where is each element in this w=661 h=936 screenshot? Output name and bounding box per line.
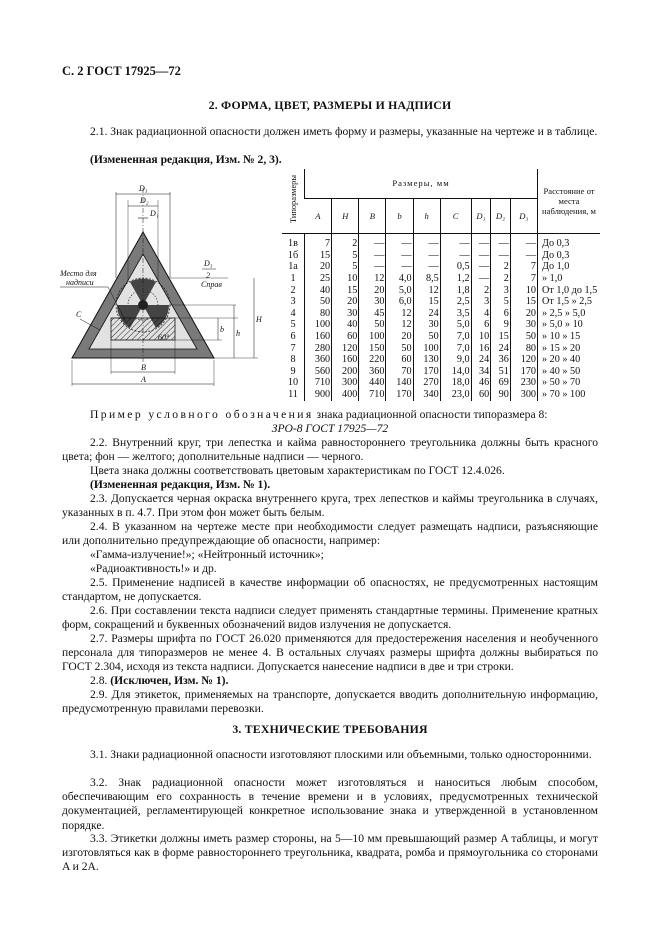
- table-cell: 150: [359, 343, 386, 355]
- table-cell: 7,0: [440, 343, 471, 355]
- table-cell: 51: [491, 366, 511, 378]
- table-cell: 24: [413, 308, 440, 320]
- table-cell: 7: [305, 234, 332, 250]
- table-cell: 160: [332, 354, 359, 366]
- dim-A-label: A: [141, 375, 146, 384]
- table-cell: 7: [290, 342, 296, 354]
- table-cell: 200: [332, 366, 359, 378]
- table-cell: —: [413, 261, 440, 273]
- dim-d2-label: D₂: [140, 196, 149, 205]
- table-cell: 9: [491, 319, 511, 331]
- table-row: [282, 366, 600, 378]
- table-cell: 60: [386, 354, 413, 366]
- table-cell: 1,2: [440, 273, 471, 285]
- table-row: [282, 285, 600, 297]
- table-cell: 50: [359, 319, 386, 331]
- table-cell: —: [386, 250, 413, 262]
- table-cell: До 0,3: [538, 234, 601, 250]
- example-lead: Пример условного обозначения: [90, 408, 314, 421]
- table-cell: 15: [413, 296, 440, 308]
- table-cell: —: [510, 250, 537, 262]
- table-cell: От 1,0 до 1,5: [538, 285, 601, 297]
- table-cell: » 5,0 » 10: [538, 319, 601, 331]
- paragraph-2-9: 2.9. Для этикеток, применяемых на транспорте, допускается вводить дополнительную информацию, предусмотренную правилами перевозки.: [62, 688, 598, 716]
- paragraph-2-2-edit: (Измененная редакция, Изм. № 1).: [90, 478, 271, 491]
- table-cell: 5,0: [440, 319, 471, 331]
- table-cell: 20: [359, 285, 386, 297]
- table-cell: 5,0: [386, 285, 413, 297]
- table-cell: » 20 » 40: [538, 354, 601, 366]
- dim-h-label: h: [236, 329, 240, 338]
- paragraph-2-4-ex2: «Радиоактивность!» и др.: [90, 562, 217, 575]
- table-cell: » 2,5 » 5,0: [538, 308, 601, 320]
- table-cell: До 1,0: [538, 261, 601, 273]
- subcol-header: D₃: [510, 198, 537, 234]
- table-cell: 6: [491, 308, 511, 320]
- table-row: [282, 343, 600, 355]
- table-cell: —: [471, 234, 491, 250]
- table-cell: 90: [491, 389, 511, 401]
- table-cell: —: [359, 250, 386, 262]
- example-code: ЗРО-8 ГОСТ 17925—72: [271, 422, 389, 435]
- table-cell: 40: [305, 285, 332, 297]
- table-cell: 20: [386, 331, 413, 343]
- paragraph-2-5: 2.5. Применение надписей в качестве информации об опасностях, не предусмотренных настоящим стандартом, не допускается.: [62, 576, 598, 604]
- table-cell: 12: [386, 308, 413, 320]
- dim-H-label: H: [256, 315, 262, 324]
- table-cell: 70: [386, 366, 413, 378]
- section-2-title: 2. ФОРМА, ЦВЕТ, РАЗМЕРЫ И НАДПИСИ: [208, 98, 452, 112]
- table-cell: 23,0: [440, 389, 471, 401]
- table-cell: 160: [305, 331, 332, 343]
- table-cell: 560: [305, 366, 332, 378]
- table-cell: 3: [290, 296, 296, 308]
- table-cell: 15: [510, 296, 537, 308]
- dim-B-label: B: [141, 363, 146, 372]
- table-cell: 10: [287, 377, 299, 389]
- table-cell: 280: [305, 343, 332, 355]
- subcol-header: H: [332, 198, 359, 234]
- table-cell: 230: [510, 377, 537, 389]
- col-distance-header: Расстояние от места наблюдения, м: [538, 169, 601, 234]
- radiation-sign-drawing: [58, 170, 280, 390]
- table-cell: 11: [288, 388, 298, 400]
- table-cell: 3,5: [440, 308, 471, 320]
- example-rest: знака радиационной опасности типоразмера 8:: [313, 408, 548, 421]
- table-cell: 6: [290, 330, 296, 342]
- table-cell: 2: [290, 284, 296, 296]
- table-row: [282, 377, 600, 389]
- table-cell: 0,5: [440, 261, 471, 273]
- paragraph-2-8-text: (Исключен, Изм. № 1).: [110, 674, 229, 687]
- table-cell: 30: [359, 296, 386, 308]
- table-cell: 170: [386, 389, 413, 401]
- right-label: Справ: [201, 280, 222, 289]
- table-cell: 20: [510, 308, 537, 320]
- table-cell: 170: [413, 366, 440, 378]
- table-cell: 5: [491, 296, 511, 308]
- table-cell: » 70 » 100: [538, 389, 601, 401]
- subcol-header: h: [413, 198, 440, 234]
- table-cell: 4: [471, 308, 491, 320]
- table-row: [282, 354, 600, 366]
- table-cell: 2: [332, 234, 359, 250]
- table-cell: 360: [359, 366, 386, 378]
- table-cell: » 50 » 70: [538, 377, 601, 389]
- table-cell: 300: [332, 377, 359, 389]
- table-cell: 46: [471, 377, 491, 389]
- table-cell: 710: [305, 377, 332, 389]
- dim-d1-label: D₁: [150, 209, 159, 218]
- table-cell: 34: [471, 366, 491, 378]
- table-cell: 120: [510, 354, 537, 366]
- paragraph-2-8: [62, 674, 598, 688]
- paragraph-2-4-ex1: «Гамма-излучение!»; «Нейтронный источник»;: [90, 548, 324, 561]
- table-cell: —: [510, 234, 537, 250]
- table-cell: —: [471, 273, 491, 285]
- dim-d3-half-num: D₃: [204, 259, 213, 268]
- table-cell: 100: [305, 319, 332, 331]
- table-cell: » 15 » 20: [538, 343, 601, 355]
- paragraph-2-2b: Цвета знака должны соответствовать цветовым характеристикам по ГОСТ 12.4.026.: [90, 464, 505, 477]
- table-cell: 100: [413, 343, 440, 355]
- table-cell: 3: [471, 296, 491, 308]
- table-cell: —: [471, 261, 491, 273]
- table-cell: 16: [471, 343, 491, 355]
- table-cell: 20: [305, 261, 332, 273]
- table-cell: 50: [510, 331, 537, 343]
- table-body: [282, 234, 600, 401]
- table-cell: 170: [510, 366, 537, 378]
- table-cell: 15: [305, 250, 332, 262]
- table-cell: 900: [305, 389, 332, 401]
- table-cell: 14,0: [440, 366, 471, 378]
- table-cell: 10: [471, 331, 491, 343]
- paragraph-2-3: 2.3. Допускается черная окраска внутреннего круга, трех лепестков и каймы треугольника в случаях, указанных в п. 4.7. При этом фон может быть белым.: [62, 492, 598, 520]
- table-cell: 6: [471, 319, 491, 331]
- table-cell: 6,0: [386, 296, 413, 308]
- table-cell: —: [413, 250, 440, 262]
- table-cell: 40: [332, 319, 359, 331]
- table-cell: 12: [386, 319, 413, 331]
- table-cell: 10: [332, 273, 359, 285]
- place-label-1: Место для: [60, 269, 97, 278]
- subcol-header: D₁: [471, 198, 491, 234]
- table-cell: 60: [471, 389, 491, 401]
- table-cell: 3: [491, 285, 511, 297]
- table-cell: 2,5: [440, 296, 471, 308]
- table-cell: » 40 » 50: [538, 366, 601, 378]
- table-cell: 8,5: [413, 273, 440, 285]
- table-cell: —: [359, 261, 386, 273]
- place-label-2: надписи: [66, 278, 94, 287]
- table-cell: 120: [332, 343, 359, 355]
- table-cell: 7: [510, 273, 537, 285]
- table-cell: 8: [290, 354, 296, 366]
- table-cell: 340: [413, 389, 440, 401]
- subcol-header: b: [386, 198, 413, 234]
- table-cell: 12: [413, 285, 440, 297]
- table-cell: 7: [510, 261, 537, 273]
- table-cell: 18,0: [440, 377, 471, 389]
- table-cell: 50: [413, 331, 440, 343]
- table-row: [282, 261, 600, 273]
- table-cell: 130: [413, 354, 440, 366]
- section-3-title: 3. ТЕХНИЧЕСКИЕ ТРЕБОВАНИЯ: [232, 722, 428, 736]
- table-cell: —: [359, 234, 386, 250]
- table-row: [282, 319, 600, 331]
- angle-label: 60°: [158, 333, 170, 342]
- table-row: [282, 389, 600, 401]
- page-header: С. 2 ГОСТ 17925—72: [62, 64, 181, 78]
- paragraph-2-1-edit: (Измененная редакция, Изм. № 2, 3).: [90, 153, 282, 166]
- table-cell: 270: [413, 377, 440, 389]
- table-cell: 69: [491, 377, 511, 389]
- table-row: [282, 308, 600, 320]
- paragraph-3-1: 3.1. Знаки радиационной опасности изготовляют плоскими или объемными, только односторонними.: [90, 748, 592, 761]
- table-cell: 710: [359, 389, 386, 401]
- table-cell: 1а: [288, 261, 298, 273]
- table-cell: 25: [305, 273, 332, 285]
- table-cell: 50: [386, 343, 413, 355]
- paragraph-2-4: 2.4. В указанном на чертеже месте при необходимости следует размещать надписи, разъясняющие или дополнительно предупреждающие об опасности, например:: [62, 520, 598, 548]
- table-cell: 24: [471, 354, 491, 366]
- table-cell: 15: [491, 331, 511, 343]
- table-cell: 300: [510, 389, 537, 401]
- col-sizes-header: Размеры, мм: [305, 169, 538, 198]
- table-cell: 30: [510, 319, 537, 331]
- col-type-header: Типоразмеры: [282, 169, 305, 234]
- table-cell: 4: [290, 307, 296, 319]
- table-cell: —: [413, 234, 440, 250]
- table-cell: 4,0: [386, 273, 413, 285]
- table-cell: —: [491, 234, 511, 250]
- table-row: [282, 273, 600, 285]
- table-cell: 140: [386, 377, 413, 389]
- dim-c-label: C: [76, 310, 82, 319]
- table-cell: 9,0: [440, 354, 471, 366]
- paragraph-2-6: 2.6. При составлении текста надписи следует применять стандартные термины. Применение кратных форм, сокращений и буквенных обозначений видов излучения не допускается.: [62, 604, 598, 632]
- paragraph-2-7: 2.7. Размеры шрифта по ГОСТ 26.020 применяются для предостережения населения и необученного персонала для типоразмеров не менее 4. В остальных случаях размеры шрифта должны выбираться по ГОСТ 2.304, исходя из текста надписи. Допускается нанесение надписи в две и три строки.: [62, 632, 598, 674]
- table-cell: 30: [413, 319, 440, 331]
- dim-d3-label: D₃: [139, 184, 148, 193]
- subcol-header: A: [305, 198, 332, 234]
- table-cell: 36: [491, 354, 511, 366]
- table-cell: —: [386, 234, 413, 250]
- table-cell: —: [440, 250, 471, 262]
- table-cell: 5: [332, 250, 359, 262]
- table-cell: 360: [305, 354, 332, 366]
- table-cell: 1,8: [440, 285, 471, 297]
- table-cell: » 1,0: [538, 273, 601, 285]
- table-cell: 1в: [288, 238, 298, 250]
- table-cell: 1б: [287, 249, 299, 261]
- table-cell: 2: [471, 285, 491, 297]
- table-cell: 50: [305, 296, 332, 308]
- table-cell: 440: [359, 377, 386, 389]
- paragraph-2-2: 2.2. Внутренний круг, три лепестка и кайма равностороннего треугольника должны быть красного цвета; фон — желтого; дополнительные надписи — черного.: [62, 436, 598, 464]
- table-row: [282, 234, 600, 250]
- table-cell: 2: [491, 261, 511, 273]
- paragraph-3-3: 3.3. Этикетки должны иметь размер стороны, на 5—10 мм превышающий размер A таблицы, и могут изготовляться как в форме равностороннего треугольника, квадрата, ромба и прямоугольника со сторонами A и 2A.: [62, 832, 598, 874]
- paragraph-3-2: 3.2. Знак радиационной опасности может изготовляться и наноситься любым способом, обеспечивающим его сохранность в течение времени и в условиях, предусмотренных технической документацией, регламентирующей конкретное использование знака и утвержденной в установленном порядке.: [62, 776, 598, 832]
- table-cell: 7,0: [440, 331, 471, 343]
- table-cell: 5: [332, 261, 359, 273]
- subcol-header: D₂: [491, 198, 511, 234]
- table-cell: —: [471, 250, 491, 262]
- dim-b-label: b: [220, 325, 224, 334]
- table-cell: » 10 » 15: [538, 331, 601, 343]
- table-cell: —: [491, 250, 511, 262]
- table-cell: 12: [359, 273, 386, 285]
- table-cell: 220: [359, 354, 386, 366]
- table-row: [282, 331, 600, 343]
- table-cell: 9: [290, 365, 296, 377]
- table-cell: 2: [491, 273, 511, 285]
- table-cell: От 1,5 » 2,5: [538, 296, 601, 308]
- table-cell: 24: [491, 343, 511, 355]
- table-cell: 100: [359, 331, 386, 343]
- sizes-table: [282, 169, 600, 401]
- paragraph-2-1: 2.1. Знак радиационной опасности должен иметь форму и размеры, указанные на чертеже и в таблице.: [90, 125, 598, 138]
- table-cell: 80: [510, 343, 537, 355]
- subcol-header: B: [359, 198, 386, 234]
- subcol-header: C: [440, 198, 471, 234]
- table-cell: 5: [290, 319, 296, 331]
- table-cell: 80: [305, 308, 332, 320]
- table-cell: 60: [332, 331, 359, 343]
- table-cell: До 0,3: [538, 250, 601, 262]
- table-cell: 400: [332, 389, 359, 401]
- example-line: [62, 408, 598, 422]
- table-cell: 1: [290, 272, 296, 284]
- table-cell: 10: [510, 285, 537, 297]
- dim-d3-half-den: 2: [206, 271, 210, 280]
- table-cell: 20: [332, 296, 359, 308]
- paragraph-2-8-number: 2.8.: [90, 674, 111, 687]
- table-cell: 15: [332, 285, 359, 297]
- table-cell: 45: [359, 308, 386, 320]
- table-cell: —: [440, 234, 471, 250]
- table-row: [282, 250, 600, 262]
- table-row: [282, 296, 600, 308]
- table-cell: —: [386, 261, 413, 273]
- table-cell: 30: [332, 308, 359, 320]
